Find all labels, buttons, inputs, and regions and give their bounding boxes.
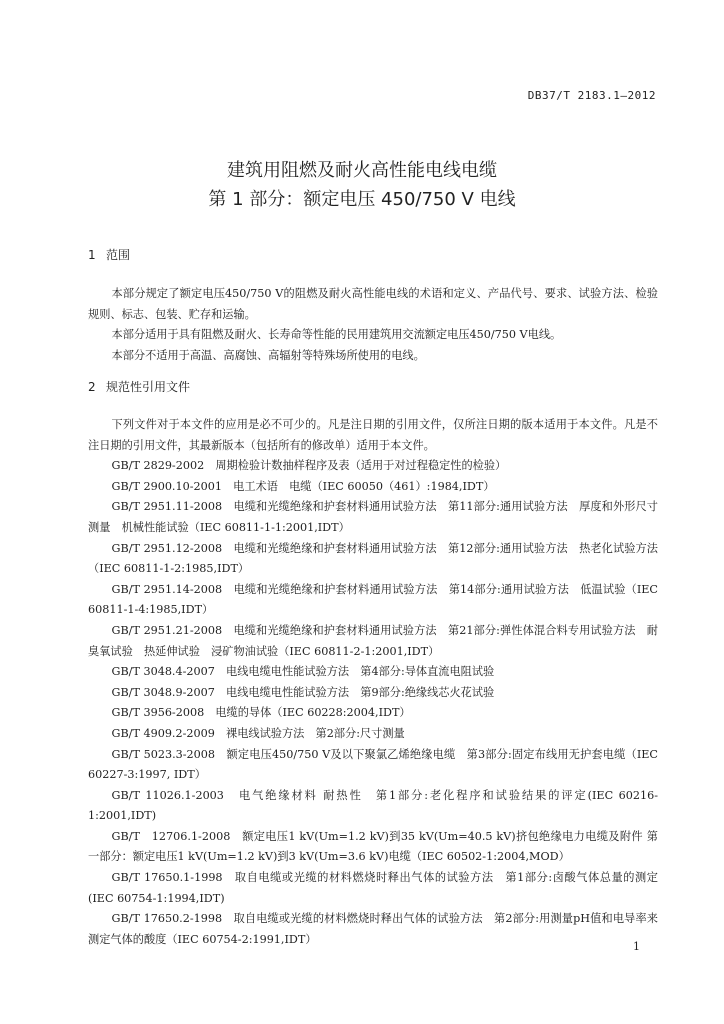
reference-item: GB/T 2951.21-2008 电缆和光缆绝缘和护套材料通用试验方法 第21部分:弹性体混合料专用试验方法 耐臭氧试验 热延伸试验 浸矿物油试验（IEC 60811-2-1:2001,IDT） xyxy=(88,623,658,658)
reference-item: GB/T 4909.2-2009 裸电线试验方法 第2部分:尺寸测量 xyxy=(111,726,405,740)
reference-item: GB/T 17650.2-1998 取自电缆或光缆的材料燃烧时释出气体的试验方法 第2部分:用测量pH值和电导率来测定气体的酸度（IEC 60754-2:1991,IDT） xyxy=(88,912,658,946)
reference-item: GB/T 3048.4-2007 电线电缆电性能试验方法 第4部分:导体直流电阻试验 xyxy=(111,665,495,679)
reference-item: GB/T 2900.10-2001 电工术语 电缆（IEC 60050（461）:1984,IDT） xyxy=(111,479,495,493)
section-title: 范围 xyxy=(106,248,131,262)
paragraph: 下列文件对于本文件的应用是必不可少的。凡是注日期的引用文件，仅所注日期的版本适用于本文件。凡是不注日期的引用文件，其最新版本（包括所有的修改单）适用于本文件。 xyxy=(88,418,658,452)
section-number: 2 xyxy=(88,380,96,394)
document-subtitle: 第 1 部分：额定电压 450/750 V 电线 xyxy=(208,189,516,210)
section-2-body xyxy=(88,415,658,950)
paragraph: 本部分不适用于高温、高腐蚀、高辐射等特殊场所使用的电线。 xyxy=(111,348,425,362)
reference-item: GB/T 2951.11-2008 电缆和光缆绝缘和护套材料通用试验方法 第11部分:通用试验方法 厚度和外形尺寸测量 机械性能试验（IEC 60811-1-1:2001,IDT） xyxy=(88,500,658,534)
section-number: 1 xyxy=(88,248,96,262)
reference-item: GB/T 11026.1-2003 电气绝缘材料 耐热性 第1部分:老化程序和试验结果的评定(IEC 60216-1:2001,IDT) xyxy=(88,788,658,823)
reference-item: GB/T 3956-2008 电缆的导体（IEC 60228:2004,IDT） xyxy=(111,706,411,720)
reference-item: GB/T 5023.3-2008 额定电压450/750 V及以下聚氯乙烯绝缘电缆 第3部分:固定布线用无护套电缆（IEC 60227-3:1997, IDT） xyxy=(88,747,658,782)
page-number: 1 xyxy=(633,940,640,953)
reference-item: GB/T 2951.12-2008 电缆和光缆绝缘和护套材料通用试验方法 第12部分:通用试验方法 热老化试验方法（IEC 60811-1-2:1985,IDT） xyxy=(88,541,658,576)
reference-item: GB/T 3048.9-2007 电线电缆电性能试验方法 第9部分:绝缘线芯火花试验 xyxy=(111,685,495,699)
section-title: 规范性引用文件 xyxy=(106,380,191,394)
reference-item: GB/T 2829-2002 周期检验计数抽样程序及表（适用于对过程稳定性的检验） xyxy=(111,459,507,473)
document-code: DB37/T 2183.1—2012 xyxy=(527,89,656,102)
paragraph: 本部分适用于具有阻燃及耐火、长寿命等性能的民用建筑用交流额定电压450/750 V电线。 xyxy=(111,328,562,342)
reference-item: GB/T 17650.1-1998 取自电缆或光缆的材料燃烧时释出气体的试验方法 第1部分:卤酸气体总量的测定(IEC 60754-1:1994,IDT) xyxy=(88,871,658,905)
reference-item: GB/T 12706.1-2008 额定电压1 kV(Um=1.2 kV)到35 kV(Um=40.5 kV)挤包绝缘电力电缆及附件 第一部分：额定电压1 kV(Um=1.2 kV)到3 kV(Um=3.6 kV)电缆（IEC 60502-1:2004,MOD） xyxy=(88,829,658,864)
paragraph: 本部分规定了额定电压450/750 V的阻燃及耐火高性能电线的术语和定义、产品代号、要求、试验方法、检验规则、标志、包装、贮存和运输。 xyxy=(88,287,658,321)
section-1-heading xyxy=(88,247,130,263)
section-1-body xyxy=(88,284,658,366)
document-title: 建筑用阻燃及耐火高性能电线电缆 xyxy=(227,160,497,181)
section-2-heading xyxy=(88,379,190,395)
reference-item: GB/T 2951.14-2008 电缆和光缆绝缘和护套材料通用试验方法 第14部分:通用试验方法 低温试验（IEC 60811-1-4:1985,IDT） xyxy=(88,582,658,617)
